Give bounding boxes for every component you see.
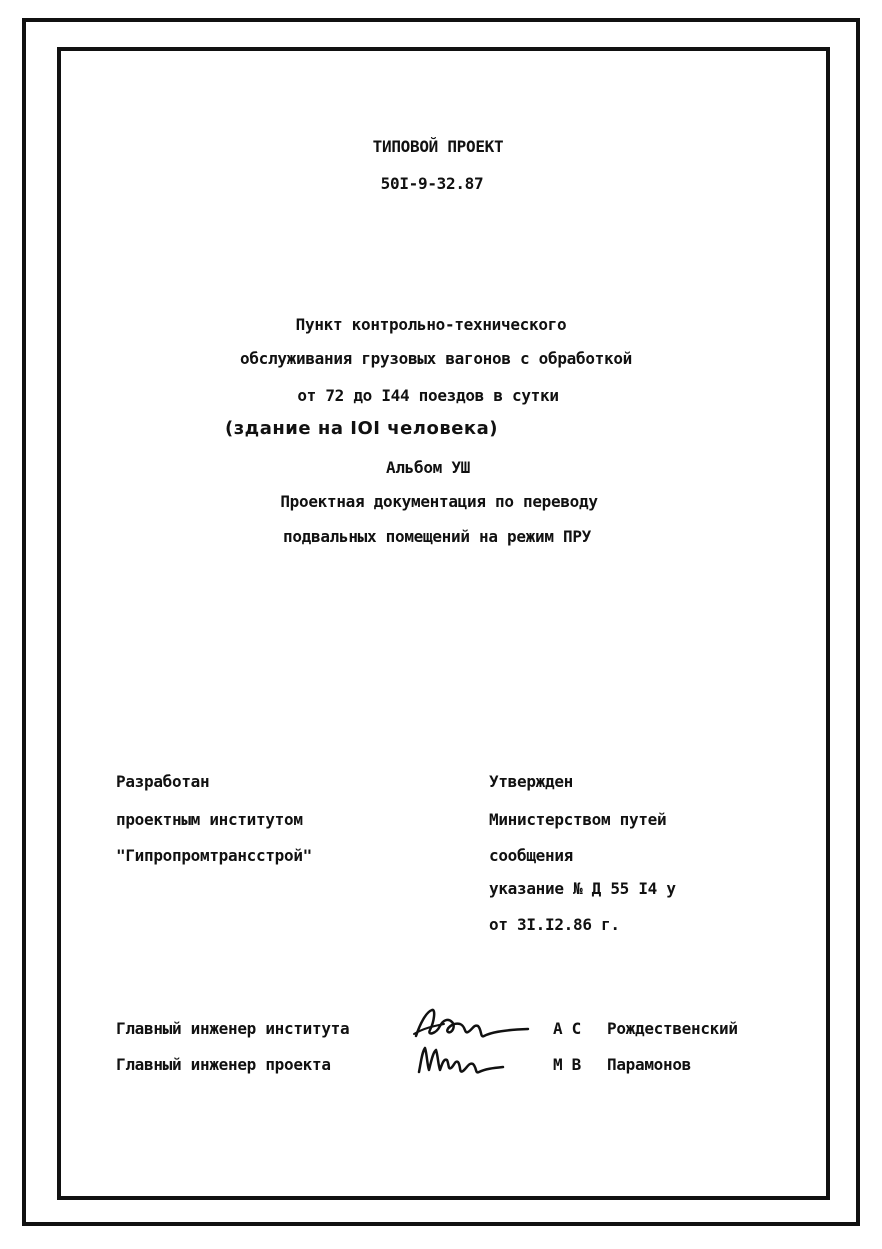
handwritten-note: (здание на IOI человека) [225, 418, 499, 439]
approved-ministry: Министерством путей [489, 810, 667, 829]
approved-order: указание № Д 55 I4 у [489, 879, 676, 898]
title-line-2: обслуживания грузовых вагонов с обработкой [240, 349, 632, 368]
signature-name-1: Рождественский [607, 1019, 738, 1038]
project-number: 50I-9-32.87 [380, 174, 484, 193]
title-line-3: от 72 до I44 поездов в сутки [297, 386, 559, 405]
signature-initials-2: М В [553, 1055, 581, 1074]
signature-initials-1: А С [553, 1019, 581, 1038]
developed-label: Разработан [116, 772, 210, 791]
title-line-4: Проектная документация по переводу [280, 492, 598, 511]
approved-date: от 3I.I2.86 г. [489, 915, 620, 934]
document-type: ТИПОВОЙ ПРОЕКТ [372, 137, 504, 156]
signature-role-1: Главный инженер института [116, 1019, 350, 1038]
signature-name-2: Парамонов [607, 1055, 691, 1074]
title-line-5: подвальных помещений на режим ПРУ [283, 527, 591, 546]
signature-1-image [410, 1004, 535, 1044]
title-line-1: Пункт контрольно-технического [295, 315, 567, 334]
approved-ministry-cont: сообщения [489, 846, 573, 865]
developed-organization: "Гипропромтрансстрой" [116, 846, 312, 865]
approved-label: Утвержден [489, 772, 573, 791]
developed-institute: проектным институтом [116, 810, 303, 829]
album-label: Альбом УШ [386, 458, 470, 477]
signature-role-2: Главный инженер проекта [116, 1055, 331, 1074]
signature-2-image [413, 1042, 508, 1078]
